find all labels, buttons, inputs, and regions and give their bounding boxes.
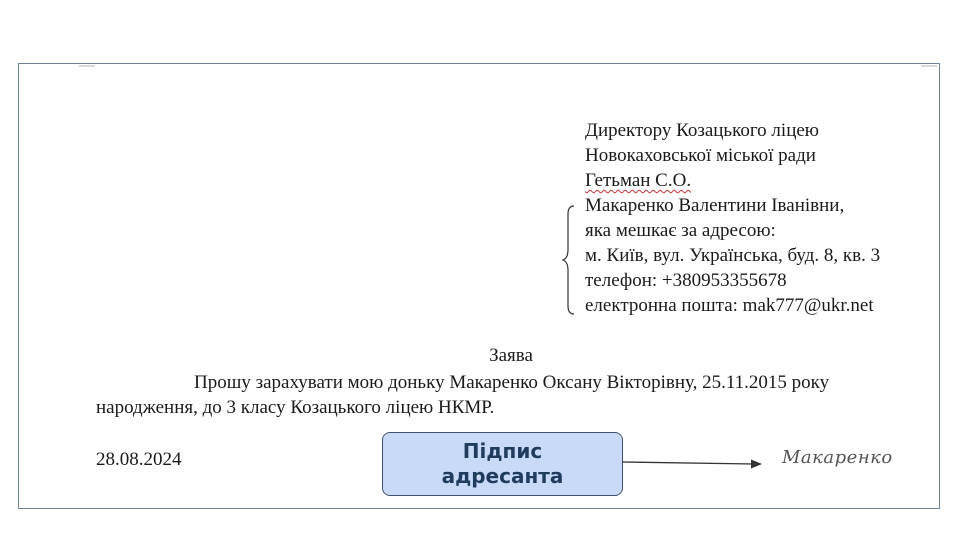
sender-address: м. Київ, вул. Українська, буд. 8, кв. 3 [585, 245, 881, 266]
recipient-line: Новокаховської міської ради [585, 145, 816, 166]
address-block [585, 118, 880, 318]
margin-mark-right [921, 65, 937, 67]
margin-mark-left [79, 65, 95, 67]
body-line-2: народження, до 3 класу Козацького ліцею НКМР. [96, 397, 495, 418]
sender-name: Макаренко Валентини Іванівни, [585, 195, 845, 216]
document-title: Заява [489, 345, 533, 366]
handwritten-signature: Макаренко [782, 447, 893, 468]
document-date: 28.08.2024 [96, 449, 182, 470]
sender-phone: телефон: +380953355678 [585, 270, 787, 291]
callout-line-1: Підпис [462, 439, 543, 463]
signature-callout [382, 432, 623, 496]
callout-line-2: адресанта [441, 464, 564, 488]
body-line-1: Прошу зарахувати мою доньку Макаренко Оксану Вікторівну, 25.11.2015 року [194, 372, 830, 393]
recipient-line: Директору Козацького ліцею [585, 120, 819, 141]
sender-email: електронна пошта: mak777@ukr.net [585, 295, 874, 316]
recipient-line: Гетьман С.О. [585, 170, 692, 191]
sender-lives-label: яка мешкає за адресою: [585, 220, 776, 241]
arrow-right-icon [620, 452, 764, 474]
curly-brace-icon [562, 204, 576, 316]
